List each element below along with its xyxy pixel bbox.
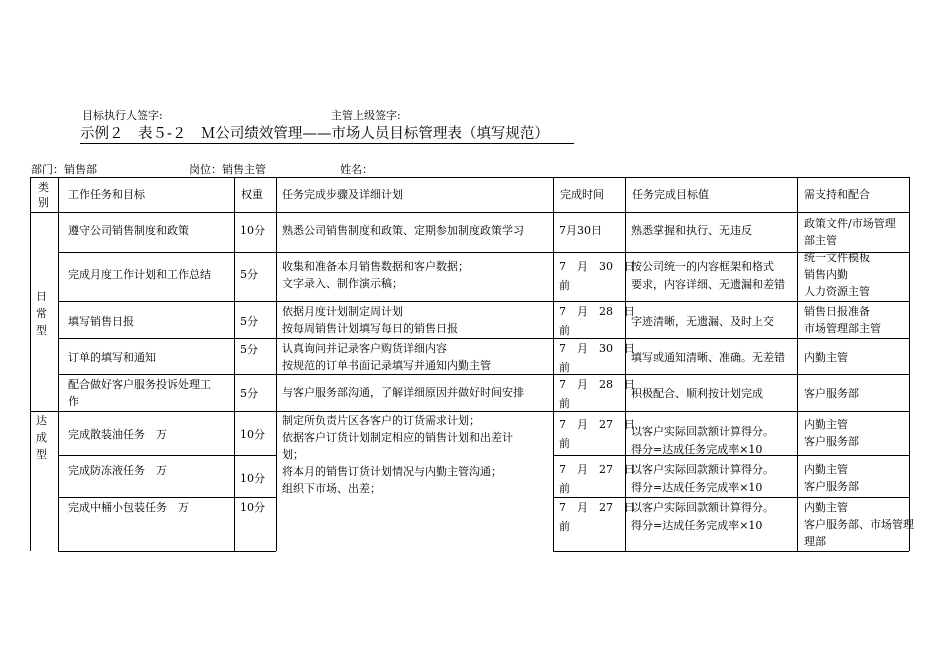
time-cell: 7 月 28 日: [559, 305, 635, 318]
target-cell: 以客户实际回款额计算得分。: [631, 425, 774, 438]
target-cell: 得分=达成任务完成率×10: [631, 443, 763, 456]
time-cell: 7 月 30 日: [559, 342, 635, 355]
support-cell: 市场管理部主管: [804, 322, 881, 335]
column-border: [234, 177, 235, 551]
weight-cell: 5分: [240, 315, 258, 328]
target-cell: 字迹清晰，无遗漏、及时上交: [631, 315, 774, 328]
target-cell: 熟悉掌握和执行、无违反: [631, 224, 752, 237]
column-border: [625, 177, 626, 551]
support-header: 需支持和配合: [804, 188, 870, 201]
document-title: 示例２ 表５-２ Ｍ公司绩效管理——市场人员目标管理表（填写规范）: [80, 126, 549, 142]
steps-cell: 文字录入、制作演示稿；: [282, 277, 403, 290]
category-header: 类: [38, 181, 49, 194]
task-header: 工作任务和目标: [68, 188, 145, 201]
target-cell: 以客户实际回款额计算得分。: [631, 463, 774, 476]
target-cell: 以客户实际回款额计算得分。: [631, 501, 774, 514]
support-cell: 客户服务部: [804, 435, 859, 448]
weight-cell: 10分: [240, 472, 265, 485]
target-header: 任务完成目标值: [632, 188, 709, 201]
support-cell: 内勤主管: [804, 418, 848, 431]
support-cell: 客户服务部: [804, 387, 859, 400]
category-daily-label: 常: [36, 307, 47, 320]
task-cell: 完成散装油任务 万: [68, 428, 167, 441]
support-cell: 内勤主管: [804, 351, 848, 364]
steps-cell: 按每周销售计划填写每日的销售日报: [282, 322, 458, 335]
weight-header: 权重: [241, 188, 263, 201]
target-cell: 要求，内容详细、无遗漏和差错: [631, 278, 785, 291]
row-border: [58, 338, 909, 339]
task-cell: 配合做好客户服务投诉处理工: [68, 378, 211, 391]
task-cell: 完成月度工作计划和工作总结: [68, 268, 211, 281]
column-border: [58, 177, 59, 551]
goal-steps-cell: 将本月的销售订货计划情况与内勤主管沟通；: [282, 465, 502, 478]
time-header: 完成时间: [560, 188, 604, 201]
table-bottom-border: [58, 551, 276, 552]
time-cell: 前: [559, 482, 570, 495]
row-border: [553, 497, 909, 498]
column-border: [797, 177, 798, 551]
position-label: 岗位：销售主管: [189, 163, 266, 176]
task-cell: 订单的填写和通知: [68, 351, 156, 364]
task-cell: 填写销售日报: [68, 315, 134, 328]
time-cell: 7 月 27 日: [559, 463, 635, 476]
table-bottom-border: [553, 551, 909, 552]
weight-cell: 10分: [240, 501, 265, 514]
target-cell: 填写或通知清晰、准确。无差错: [631, 351, 785, 364]
steps-cell: 收集和准备本月销售数据和客户数据；: [282, 260, 469, 273]
category-goal-label: 达: [36, 414, 47, 427]
title-underline: [80, 143, 574, 144]
table-left-border: [30, 177, 31, 551]
category-goal-label: 成: [36, 431, 47, 444]
target-cell: 积极配合、顺利按计划完成: [631, 387, 763, 400]
time-cell: 前: [559, 397, 570, 410]
target-cell: 得分=达成任务完成率×10: [631, 481, 763, 494]
weight-cell: 10分: [240, 224, 265, 237]
category-goal-label: 型: [36, 448, 47, 461]
steps-cell: 认真询问并记录客户购货详细内容: [282, 342, 447, 355]
task-cell: 完成中桶小包装任务 万: [68, 501, 189, 514]
steps-cell: 熟悉公司销售制度和政策、定期参加制度政策学习: [282, 224, 524, 237]
support-cell: 内勤主管: [804, 501, 848, 514]
time-cell: 7 月 30 日: [559, 260, 635, 273]
name-label: 姓名：: [340, 163, 373, 176]
goal-steps-cell: 划；: [282, 448, 304, 461]
table-top-border: [30, 177, 909, 178]
steps-cell: 依据月度计划制定周计划: [282, 305, 403, 318]
goal-steps-cell: 制定所负责片区各客户的订货需求计划；: [282, 414, 480, 427]
executor-signature-label: 目标执行人签字:: [82, 109, 163, 122]
task-cell: 完成防冻液任务 万: [68, 464, 167, 477]
support-cell: 客户服务部、市场管理: [804, 518, 914, 531]
supervisor-signature-label: 主管上级签字:: [331, 109, 401, 122]
table-right-border: [909, 177, 910, 551]
support-cell: 客户服务部: [804, 480, 859, 493]
steps-cell: 与客户服务部沟通，了解详细原因并做好时间安排: [282, 386, 524, 399]
goal-steps-cell: 依据客户订货计划制定相应的销售计划和出差计: [282, 431, 513, 444]
row-border: [58, 301, 909, 302]
weight-cell: 5分: [240, 268, 258, 281]
row-border: [58, 455, 276, 456]
support-cell: 政策文件/市场管理: [804, 217, 896, 230]
weight-cell: 10分: [240, 428, 265, 441]
target-cell: 按公司统一的内容框架和格式: [631, 260, 774, 273]
column-border: [553, 177, 554, 551]
time-cell: 前: [559, 361, 570, 374]
header-bottom-border: [30, 212, 909, 213]
time-cell: 7 月 27 日: [559, 501, 635, 514]
support-cell: 统一文件模板: [804, 251, 870, 264]
row-border: [58, 252, 909, 253]
time-cell: 前: [559, 437, 570, 450]
category-daily-label: 型: [36, 324, 47, 337]
steps-cell: 按规范的订单书面记录填写并通知内勤主管: [282, 359, 491, 372]
weight-cell: 5分: [240, 343, 258, 356]
support-cell: 销售内勤: [804, 268, 848, 281]
time-cell: 7 月 27 日: [559, 418, 635, 431]
department-label: 部门：销售部: [31, 163, 97, 176]
task-cell: 作: [68, 395, 79, 408]
support-cell: 人力资源主管: [804, 285, 870, 298]
row-border: [58, 374, 909, 375]
time-cell: 7 月 28 日: [559, 378, 635, 391]
weight-cell: 5分: [240, 387, 258, 400]
support-cell: 理部: [804, 535, 826, 548]
support-cell: 销售日报准备: [804, 305, 870, 318]
time-cell: 前: [559, 279, 570, 292]
row-border: [58, 497, 276, 498]
task-cell: 遵守公司销售制度和政策: [68, 224, 189, 237]
support-cell: 部主管: [804, 234, 837, 247]
time-cell: 前: [559, 520, 570, 533]
goal-steps-cell: 组织下市场、出差；: [282, 482, 381, 495]
steps-header: 任务完成步骤及详细计划: [282, 188, 403, 201]
category-header: 别: [38, 196, 49, 209]
target-cell: 得分=达成任务完成率×10: [631, 519, 763, 532]
time-cell: 前: [559, 324, 570, 337]
column-border: [276, 177, 277, 551]
support-cell: 内勤主管: [804, 463, 848, 476]
time-cell: 7月30日: [559, 224, 602, 237]
category-daily-label: 日: [36, 290, 47, 303]
